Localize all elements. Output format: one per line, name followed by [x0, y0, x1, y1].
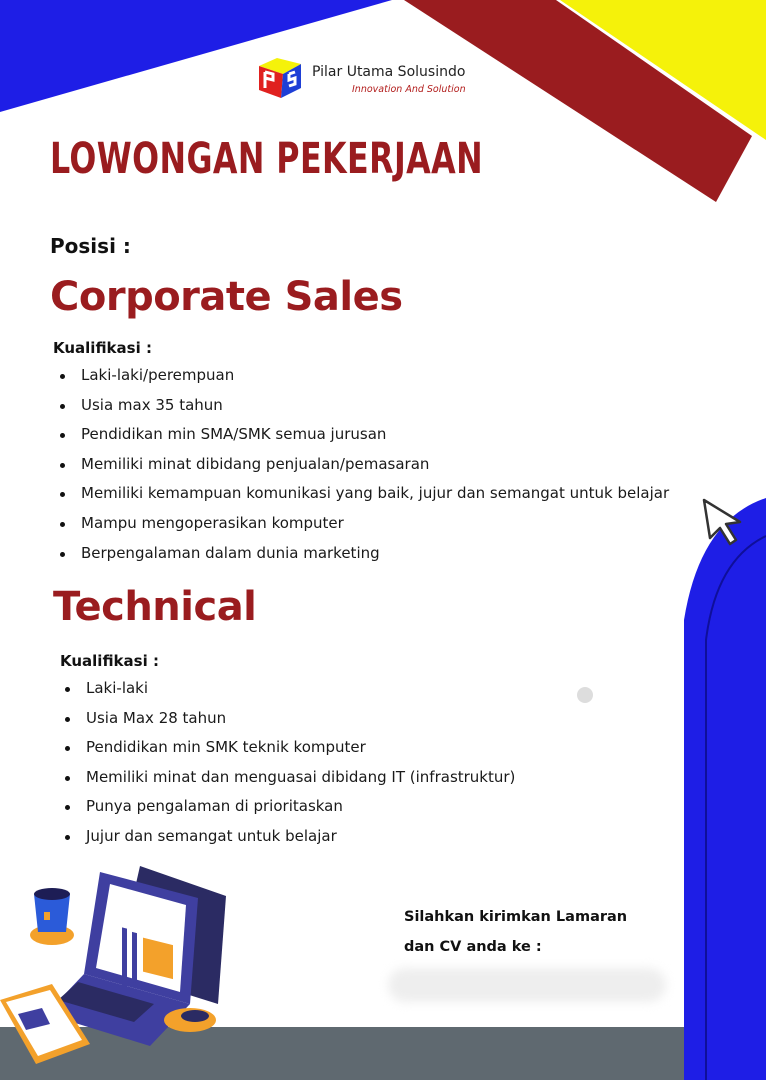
list-item: Pendidikan min SMK teknik komputer	[58, 733, 515, 763]
contact-instructions	[404, 902, 627, 962]
list-item: Pendidikan min SMA/SMK semua jurusan	[53, 420, 669, 450]
position-label: Posisi :	[50, 234, 131, 258]
mouse-illustration	[164, 1008, 216, 1032]
redacted-email	[388, 968, 666, 1002]
pus-cube-logo-icon	[255, 56, 305, 100]
list-item: Punya pengalaman di prioritaskan	[58, 792, 515, 822]
company-logo	[255, 56, 485, 100]
list-item: Memiliki minat dibidang penjualan/pemasaran	[53, 450, 669, 480]
qualification-label: Kualifikasi :	[53, 339, 152, 357]
list-item: Laki-laki	[58, 674, 515, 704]
list-item: Memiliki minat dan menguasai dibidang IT (infrastruktur)	[58, 763, 515, 793]
cup-illustration	[30, 888, 74, 945]
job-title-technical: Technical	[53, 584, 257, 630]
company-tagline: Innovation And Solution	[352, 84, 466, 95]
gray-dot	[577, 687, 593, 703]
list-item: Berpengalaman dalam dunia marketing	[53, 539, 669, 569]
list-item: Usia max 35 tahun	[53, 391, 669, 421]
contact-line-1: Silahkan kirimkan Lamaran	[404, 909, 628, 925]
list-item: Mampu mengoperasikan komputer	[53, 509, 669, 539]
page-title: LOWONGAN PEKERJAAN	[50, 134, 484, 184]
qualification-label: Kualifikasi :	[60, 652, 159, 670]
qualification-list-corporate-sales	[53, 361, 669, 568]
list-item: Laki-laki/perempuan	[53, 361, 669, 391]
cursor-icon	[700, 496, 744, 548]
contact-line-2: dan CV anda ke :	[404, 939, 542, 955]
list-item: Usia Max 28 tahun	[58, 704, 515, 734]
list-item: Jujur dan semangat untuk belajar	[58, 822, 515, 852]
blue-arch-shape	[684, 498, 766, 1080]
job-title-corporate-sales: Corporate Sales	[50, 274, 403, 320]
list-item: Memiliki kemampuan komunikasi yang baik, jujur dan semangat untuk belajar	[53, 479, 669, 509]
company-name: Pilar Utama Solusindo	[312, 64, 466, 80]
qualification-list-technical	[58, 674, 515, 852]
